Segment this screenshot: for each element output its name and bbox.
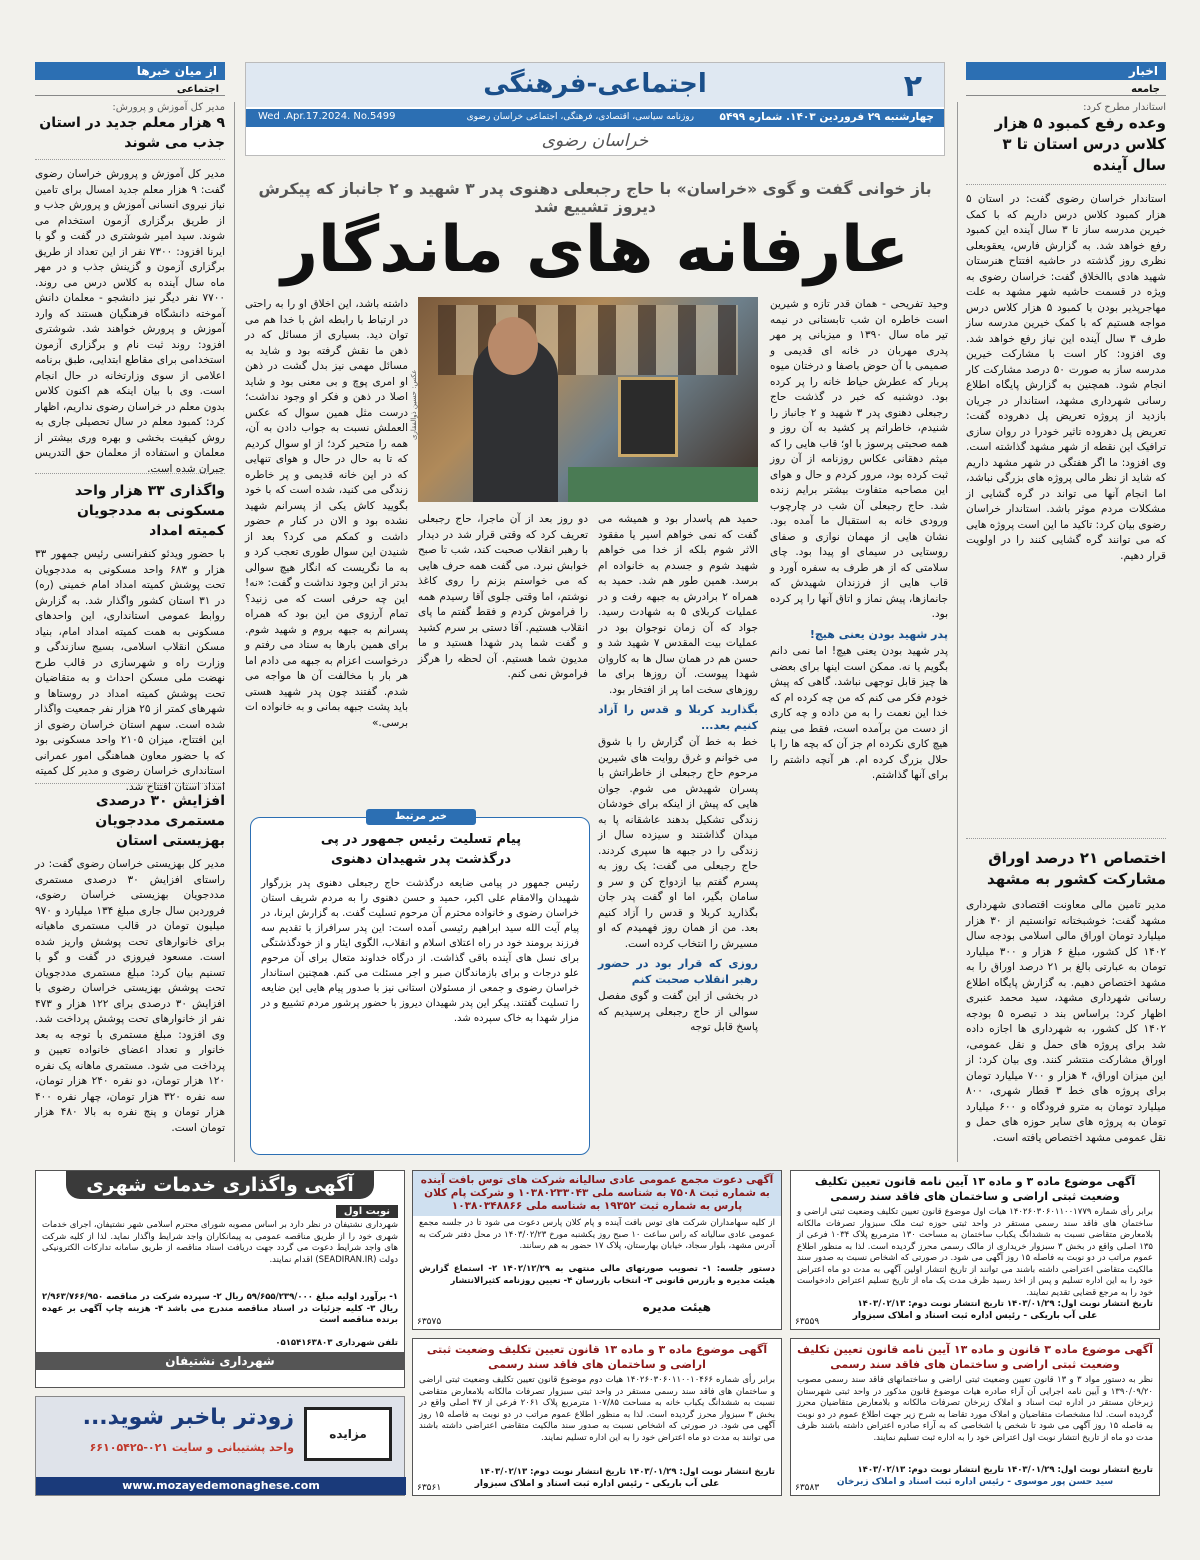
ad-title: آگهی موضوع ماده ۳ و ماده ۱۳ قانون تعیین تکلیف وضعیت ثبتی اراضی و ساختمان های فاقد سند رسمی xyxy=(426,1343,768,1371)
ad-signature: علی آب باریکی - رئیس اداره ثبت اسناد و املاک سبزوار xyxy=(474,1478,720,1489)
banner-sub: واحد پشتیبانی و سایت ۰۲۱-۶۶۱۰۵۴۲۵ xyxy=(89,1441,294,1454)
divider xyxy=(966,838,1166,840)
ad-code: ۶۳۵۸۳ xyxy=(795,1483,820,1493)
lead-text: پدر شهید بودن یعنی هیچ! اما نمی دانم بگویم یا نه. ممکن است اینها برای بعضی ها چیز قابل توجهی نباشد. گاهی که پیش خودم فکر می کنم که من چه کرده ام که خدا این نعمت را به من داده و چه کاری از دست من برآمده است، فقط می بینم هیچ کاری نکرده ام جز آن که بچه ها را با حلال بزرگ کرده ام. هر آنچه داشتم را برای آنها گذاشتم. xyxy=(770,645,948,781)
english-date: Wed .Apr.17.2024. No.5499 xyxy=(258,111,396,122)
news-body: مدیر تامین مالی معاونت اقتصادی شهرداری مشهد گفت: خوشبختانه توانستیم از ۳۰ هزار میلیارد تومان اوراق مالی اسلامی بودجه سال ۱۴۰۲ کل کشور، مبلغ ۶ هزار و ۳۰۰ میلیارد تومان به عبارتی بالغ بر ۲۱ درصد اوراق را به مشهد اختصاص دهیم. به گزارش پایگاه اطلاع رسانی شهرداری مشهد، سید محمد عنبری اظهار کرد: براساس بند د تبصره ۵ بودجه ۱۴۰۲ کل کشور، به شهرداری ها اجازه داده شد برای پروژه های حمل و نقل عمومی، اوراق مشارکت منتشر کنند. وی بیان کرد: از این میزان اوراق، ۴ هزار و ۷۰۰ میلیارد تومان برای پروژه های خط ۳ قطار شهری، ۸۰۰ میلیارد تومان به مترو فرودگاه و ۶۰۰ میلیارد تومان به پروژه های سایر حوزه های حمل و نقل عمومی مشهد اختصاص یافته است. xyxy=(966,899,1167,1144)
news-body: با حضور ویدئو کنفرانسی رئیس جمهور ۳۳ هزار و ۶۸۳ واحد مسکونی به مددجویان تحت پوشش کمیته امداد امام خمینی (ره) در ۳۱ استان کشور واگذار شد. به گزارش روابط عمومی استانداری، این واحدهای مسکونی به همت کمیته امداد امام، بنیاد مسکن انقلاب اسلامی، بسیج سازندگی و وزارت راه و شهرسازی در قالب طرح نهضت ملی مسکن احداث و به متقاضیان تحت پوشش کمیته امداد در روستاها و شهرهای کمتر از ۲۵ هزار نفر جمعیت واگذار شده است. سهم استان خراسان رضوی از این افتتاح، میزان ۲۱۰۵ واحد مسکونی بود که با حضور معاون هماهنگی امور عمرانی استانداری خراسان رضوی و مدیر کل کمیته امداد استان افتتاح شد. xyxy=(35,548,225,793)
related-news-box xyxy=(250,811,590,1155)
news-body: مدیر کل بهزیستی خراسان رضوی گفت: در راستای افزایش ۳۰ درصدی مستمری مددجویان بهزیستی خراسان رضوی، فروردین سال جاری مبلغ ۱۳۴ میلیارد و ۹۷۰ میلیون تومان در قالب مستمری ماهیانه برای خانوارهای تحت پوشش واریز شده است. مسعود فیروزی در گفت و گو با تسنیم بیان کرد: مبلغ مستمری مددجویان تحت پوشش بهزیستی خراسان رضوی با افزایش ۳۰ درصدی برای ۱۲۲ هزار و ۴۷۳ نفر از خانوارهای تحت پوشش پرداخت شد. وی افزود: مبلغ مستمری با توجه به بعد خانوار و تعداد اعضای خانواده تعیین و پرداخت می شود. مستمری ماهانه یک نفره ۱۲۰ هزار تومان، دو نفره ۲۴۰ هزار تومان، سه نفره ۳۲۰ هزار تومان، چهار نفره ۴۰۰ هزار تومان و پنج نفره به بالا ۴۸۰ هزار تومان است. xyxy=(35,858,226,1134)
column-rule xyxy=(957,102,958,1162)
right-section-label: اخبار xyxy=(966,62,1166,80)
lead-photo xyxy=(418,297,758,502)
lead-headline: عارفانه های ماندگار xyxy=(281,213,909,287)
ad-phone: تلفن شهرداری ۰۵۱۵۴۱۶۳۸۰۳ xyxy=(275,1338,398,1348)
ad-agenda: دستور جلسه: ۱- تصویب صورتهای مالی منتهی به ۱۴۰۲/۱۲/۲۹ ۲- استماع گزارش هیئت مدیره و بازرس قانونی ۳- انتخاب بازرسان ۴- تعیین روزنامه کثیرالانتشار xyxy=(419,1264,775,1286)
photo-person-head xyxy=(488,317,538,375)
lead-text: در بخشی از این گفت و گوی مفصل سوالی از حاج رجبعلی پرسیدیم که پاسخ قابل توجه xyxy=(598,990,758,1033)
ad-signature: هیئت مدیره xyxy=(642,1300,711,1314)
ad-code: ۶۳۵۷۵ xyxy=(417,1317,442,1327)
ad-assembly-invitation xyxy=(412,1170,782,1330)
page-number: ۲ xyxy=(903,69,922,104)
lead-text: حمید هم پاسدار بود و همیشه می گفت که نمی خواهم اسیر یا مفقود الاثر شوم بلکه از خدا می خواهم شهید شوم و جسدم به خانواده ام برسد. همین طور هم شد. حمید به همراه ۲ برادرش به جبهه رفت و در عملیات کربلای ۵ به شهادت رسید. جواد که آن زمان نوجوان بود در عملیات بیت المقدس ۷ شهید شد و حسن هم در همان سال ها به کاروان شهدا پیوست. آن روزها برای ما روزهای سخت اما پر از افتخار بود. xyxy=(598,513,758,696)
right-section-sub: جامعه xyxy=(966,84,1166,96)
ad-municipal-services xyxy=(35,1170,405,1388)
ad-title: آگهی دعوت مجمع عمومی عادی سالیانه شرکت های توس بافت آینده به شماره ثبت ۷۵۰۸ به شناسه ملی ۱۰۳۸۰۲۳۳۰۴۳ و شرکت پام کلان پارس به شماره ثبت ۱۹۳۵۲ به شناسه ملی ۱۰۳۸۰۳۴۸۸۶۶ xyxy=(413,1171,781,1216)
lead-text: داشته باشد، این اخلاق او را به راحتی در ارتباط با رابطه اش با خدا هم می توان دید. بسیاری از مسائل که در ذهن ما نقش گرفته بود و شاید به مسائل مهمی نیز بدل گشت در ذهن او امری پوچ و بی معنی بود و شاید اصلا در ذهن و فکر او وجود نداشت؛ درست مثل همین سوال که عکس العملش نسبت به جواب دادن به آن، همه را متحیر کرد؛ از او سوال کردیم که تا به حال در حال و هوای تنهایی که در این خانه قدیمی و پر خاطره زندگی می کنید، شده است که با خود بگویید کاش یکی از پسرانم شهید نشده بود و الان در کنار م حضور داشت و کمکم می کرد؟ بعد از شنیدن این سوال طوری تعجب کرد و به ما نگریست که انگار هیچ سوالی بدتر از این وجود نداشت و گفت: «نه! این چه حرفی است که می زنید؟ تمام آرزوی من این بود که همراه پسرانم به جبهه بروم و شهید شوم. برای همین بارها به ستاد می رفتم و درخواست اعزام به جبهه می دادم اما هر بار با مخالفت آن ها مواجه می شدم. گفتند چون پدر شهید هستی باید پشت جبهه بمانی و به خانواده ات برسی.» xyxy=(245,298,408,729)
ad-signature: سید حسن پور موسوی - رئیس اداره ثبت اسناد و املاک زبرخان xyxy=(836,1476,1114,1487)
date-line: چهارشنبه ۲۹ فروردین ۱۴۰۳. شماره ۵۴۹۹ xyxy=(719,111,934,123)
ad-body: از کلیه سهامداران شرکت های توس بافت آینده و پام کلان پارس دعوت می شود تا در جلسه مجمع عمومی عادی سالیانه که راس ساعت ۱۰ صبح روز یکشنبه مورخ ۱۴۰۳/۰۲/۲۳ در محل دفتر شرکت به آدرس مشهد، بلوار سجاد، خیابان بهارستان، پلاک ۱۷ حضور به هم رسانند. xyxy=(419,1218,775,1251)
ad-body: برابر رأی شماره ۱۴۰۲۶۰۳۰۶۰۱۱۰۰۱۰۴۶۶ هیات دوم موضوع قانون تعیین تکلیف وضعیت ثبتی اراضی و ساختمان های فاقد سند رسمی مستقر در واحد ثبتی سبزوار تصرفات مالکانه بلامعارض متقاضی نسبت به ششدانگ یکباب خانه به مساحت ۱۰۷/۸۵ مترمربع پلاک ۲۰۶۱ فرعی از ۴۷ اصلی واقع در بخش ۳ سبزوار محرز گردیده است. لذا به منظور اطلاع عموم مراتب در دو نوبت به فاصله ۱۵ روز آگهی می شود. در صورتی که اشخاص نسبت به صدور سند مالکیت متقاضی اعتراضی داشته باشند می توانند به مدت دو ماه اعتراض خود را به این اداره تسلیم نمایند. xyxy=(419,1375,776,1443)
news-body: استاندار خراسان رضوی گفت: در استان ۵ هزار کمبود کلاس درس داریم که با کمک خیرین مدرسه ساز تا ۳ سال آینده این کمبود رفع خواهد شد. به گزارش فارس، یعقوبعلی نظری روز گذشته در حاشیه افتتاح هنرستان شهید هادی باالخلاق گفت: خراسان رضوی به ویژه در قسمت حاشیه شهر مشهد به علت مهاجرپذیر بودن با کمبود ۵ هزار کلاس درس مواجه هستیم که با کمک خیرین مدرسه ساز طرف ۳ سال آینده این نیاز رفع خواهد شد. وی افزود: کار است با مشارکت خیرین مدرسه ساز به صورت ۵۰ درصد مشارکت کار انجام شود. همچنین به گزارش پایگاه اطلاع رسانی شهرداری مشهد، استاندار در جریان بازدید از پروژه تعریض پل دهروده گفت: تعریض پل دهروده تاثیر خودرا در روان سازی ترافیک این نقطه از شهر مشهد گذاشته است. وی افزود: ما اگر هفتگی در شهر مشهد داریم که شاید از نظر مالی پروژه های بزرگی نباشد، اما انجام آنها می تواند در گره گشایی از مشکلات مردم موثر باشد. استاندار خراسان رضوی بیان کرد: تاکید ما این است پروژه هایی که می توانند گره گشایی کنند را در اولویت قرار دهیم. xyxy=(966,193,1167,562)
news-headline: افزایش ۳۰ درصدی مستمری مددجویان بهزیستی استان xyxy=(95,793,225,849)
photo-portrait xyxy=(618,377,678,457)
banner-slogan: زودتر باخبر شوید... xyxy=(82,1405,294,1430)
left-section-sub: اجتماعی xyxy=(35,84,225,96)
news-headline: ۹ هزار معلم جدید در استان جذب می شوند xyxy=(39,115,225,151)
related-news-title: پیام تسلیت رئیس جمهور در پی درگذشت پدر شهیدان دهنوی xyxy=(320,832,522,867)
lead-text: دو روز بعد از آن ماجرا، حاج رجبعلی تعریف کرد که وقتی قرار شد در دیدار با رهبر انقلاب صحبت کند، شب تا صبح خوابش نبرد. می گفت همه حرف هایی که می خواستم بزنم را روی کاغذ نوشتم، اما وقتی جلوی آقا رسیدم همه را فراموش کردم و فقط گفتم ما پای انقلاب هستیم. آقا دستی بر سرم کشید و گفت شما پدر شهدا هستید و ما مدیون شما هستیم. آن لحظه را هرگز فراموش نمی کنم. xyxy=(418,513,588,680)
ad-code: ۶۳۶۱۷ xyxy=(40,1375,65,1385)
news-headline: وعده رفع کمبود ۵ هزار کلاس درس استان تا ۳ سال آینده xyxy=(994,114,1166,174)
related-news-body: رئیس جمهور در پیامی ضایعه درگذشت حاج رجبعلی دهنوی پدر بزرگوار شهیدان والامقام علی اکبر، حمید و حسن دهنوی را به مردم شریف استان خراسان رضوی و خانواده محترم آن مرحوم تسلیت گفت. به گزارش ایرنا، در پیام آیت الله سید ابراهیم رئیسی آمده است: این پدر سرافراز با تقدیم سه فرزند برومند خود در راه اعتلای اسلام و انقلاب، الگوی ایثار و از خودگذشتگی برای نسل های آینده باقی گذاشت. از درگاه خداوند متعال برای آن مرحوم علو درجات و برای بازماندگان صبر و اجر مسئلت می کنم. همچنین استاندار خراسان رضوی و جمعی از مسئولان استانی نیز با صدور پیام هایی این ضایعه را تسلیت گفتند. پیکر این پدر شهیدان دیروز با حضور پرشور مردم تشییع و در مزار شهدا به خاک سپرده شد. xyxy=(261,878,579,1024)
newspaper-logo: خراسان رضوی xyxy=(541,131,649,151)
ad-title: آگهی موضوع ماده ۳ قانون و ماده ۱۳ آیین نامه قانون تعیین تکلیف وضعیت ثبتی اراضی و ساختمان های فاقد سند رسمی xyxy=(797,1343,1153,1371)
ad-registry-notice-3 xyxy=(790,1338,1160,1496)
ad-code: ۶۳۵۵۹ xyxy=(795,1317,820,1327)
news-body: مدیر کل آموزش و پرورش خراسان رضوی گفت: ۹ هزار معلم جدید امسال برای تامین نیاز نیروی انسانی آموزش و پرورش جذب و از طریق برگزاری آزمون استخدام می شوند. سید امیر شوشتری در گفت و گو با ایرنا افزود: ۷۳۰۰ نفر از این تعداد از طریق برگزاری آزمون و گزینش جذب و در مهر ماه سال آینده به کلاس درس می روند. ۷۷۰۰ نفر دیگر نیز دانشجو - معلمان دانش آموخته دانشگاه فرهنگیان هستند که وارد آموزش و پرورش خواهند شد. شوشتری افزود: روند ثبت نام و برگزاری آزمون استخدامی برای مقاطع ابتدایی، طبق برنامه اعلامی از سوی وزارتخانه در حال انجام است. وی با بیان اینکه هم اکنون کلاس بدون معلم در خراسان رضوی نداریم، اظهار کرد: کمبود معلم در سال تحصیلی جاری به روش کیفیت بخشی و بهره وری بیشتر از معلمان و استفاده از معلمان حق التدریس جبران شده است. xyxy=(35,168,226,475)
ad-registry-notice-2 xyxy=(412,1338,782,1496)
divider xyxy=(966,184,1166,186)
left-section-label: از میان خبرها xyxy=(35,62,225,80)
ad-dates: تاریخ انتشار نوبت اول: ۱۴۰۳/۰۱/۲۹ تاریخ انتشار نوبت دوم: ۱۴۰۳/۰۲/۱۳ xyxy=(857,1465,1153,1475)
lead-column-4 xyxy=(245,297,408,804)
ad-body: شهرداری نشتیفان در نظر دارد بر اساس مصوبه شورای محترم اسلامی شهر نشتیفان، اجرای خدمات شهری خود را از طریق مناقصه عمومی به پیمانکاران واجد شرایط واگذار نماید. لذا از کلیه شرکت های واجد شرایط دعوت می گردد جهت دریافت اسناد مناقصه از طریق سامانه تدارکات الکترونیکی دولت (SEADIRAN.IR) اقدام نمایند. xyxy=(42,1220,398,1265)
lead-text: خط به خط آن گزارش را با شوق می خوانم و غرق روایت های شیرین مرحوم حاج رجبعلی از خاطراتش با پسران شهیدش می شوم. جوان هایی که پیش از اینکه برای خودشان زندگی تشکیل بدهند عاشقانه پا به میدان گذاشتند و سیزده سال از زندگی را در جبهه ها سپری کردند. حاج رجبعلی می گفت: یک روز به پسرم گفتم بیا ازدواج کن و سر و سامان بگیر، اما او گفت پدر جان بگذارید کربلا و قدس را آزاد کنیم بعد. من از همان روز فهمیدم که او مسیرش را انتخاب کرده است. xyxy=(598,736,758,950)
ad-badge: نوبت اول xyxy=(336,1205,398,1218)
banner-logo: مزایده xyxy=(304,1407,392,1461)
related-news-label: خبر مرتبط xyxy=(366,809,476,825)
lead-column-2 xyxy=(598,512,758,1155)
ad-banner xyxy=(35,1396,405,1496)
photo-table xyxy=(568,467,758,502)
news-kicker: استاندار مطرح کرد: xyxy=(1083,102,1166,113)
column-rule xyxy=(234,102,235,1162)
ad-dates: تاریخ انتشار نوبت اول: ۱۴۰۳/۰۱/۲۹ تاریخ انتشار نوبت دوم: ۱۴۰۳/۰۲/۱۳ xyxy=(857,1299,1153,1309)
ad-signature: شهرداری نشتیفان xyxy=(36,1352,404,1370)
lead-column-3 xyxy=(418,512,588,804)
ad-title: آگهی موضوع ماده ۳ و ماده ۱۳ آیین نامه قانون تعیین تکلیف وضعیت ثبتی اراضی و ساختمان های فاقد سند رسمی xyxy=(814,1175,1136,1203)
ad-code: ۶۳۵۶۱ xyxy=(417,1483,442,1493)
ad-body: نظر به دستور مواد ۳ و ۱۳ قانون تعیین وضعیت ثبتی اراضی و ساختمانهای فاقد سند رسمی مصوب ۱۳۹۰/۰۹/۲۰ و آیین نامه اجرایی آن آراء صادره هیات موضوع قانون مذکور در واحد ثبتی شهرستان زبرخان مستقر در اداره ثبت اسناد و املاک زبرخان تصرفات مالکانه و بلامعارض متقاضیان محرز گردیده است. لذا مشخصات متقاضیان و املاک مورد تقاضا به شرح زیر جهت اطلاع عموم در دو نوبت به فاصله ۱۵ روز آگهی می شود تا شخص یا اشخاصی که به آراء صادره اعتراض داشته باشند ظرف مدت دو ماه از تاریخ انتشار نوبت اول اعتراض خود را به اداره ثبت تسلیم نمایند. xyxy=(797,1375,1153,1443)
banner-url[interactable]: www.mozayedemonaghese.com xyxy=(36,1477,406,1495)
page-header xyxy=(245,62,945,156)
tagline: روزنامه سیاسی، اقتصادی، فرهنگی، اجتماعی خراسان رضوی xyxy=(466,112,694,122)
right-news-column xyxy=(966,102,1166,1162)
ad-items: ۱- برآورد اولیه مبلغ ۵۹/۶۵۵/۲۳۹/۰۰۰ ریال ۲- سپرده شرکت در مناقصه ۲/۹۶۳/۷۶۶/۹۵۰ ریال ۳- کلیه جزئیات در اسناد مناقصه مندرج می باشد ۴- هزینه چاپ آگهی بر عهده برنده مناقصه است xyxy=(42,1292,398,1325)
section-title: اجتماعی-فرهنگی xyxy=(483,69,707,99)
news-kicker: مدیر کل آموزش و پرورش: xyxy=(112,102,225,113)
lead-subhead: بگذارید کربلا و قدس را آزاد کنیم بعد... xyxy=(598,703,758,732)
news-headline: واگذاری ۳۳ هزار واحد مسکونی به مددجویان کمیته امداد xyxy=(74,483,225,539)
news-headline: اختصاص ۲۱ درصد اوراق مشارکت کشور به مشهد xyxy=(987,849,1166,888)
lead-column-1 xyxy=(770,297,948,1155)
ad-title: آگهی واگذاری خدمات شهری xyxy=(66,1171,374,1199)
lead-subhead: پدر شهید بودن یعنی هیچ! xyxy=(809,627,948,641)
lead-text: وحید تفریحی - همان قدر تازه و شیرین است خاطره ان شب تابستانی در نیمه تیر ماه سال ۱۳۹۰ و میزبانی پر مهر پدری مهربان در خانه ای قدیمی و صمیمی با آن حوض باصفا و درختان میوه پربار که عطرش حیاط خانه را پر کرده بود. دوشنبه که خبر در گذشت حاج رجبعلی دهنوی پدر ۳ شهید و ۲ جانباز را شنیدم، خاطراتم پر کشید به آن روز و همه صحبتی پرسوز با او؛ قاب هایی را که میثم دهقانی عکاس روزنامه از آن روز ثبت کرده بود، مرور کردم و حال و هوای این مصاحبه متفاوت بیشتر برایم زنده شد. حاج رجبعلی آن شب در چارچوب ورودی خانه به استقبال ما آمده بود. نشان هایی از مهمان نوازی و صفای روستایی در سیمای او پیدا بود. چای سلامتی که از هر طرف به سفره آورد و قاب هایی از فرزندان شهیدش که جانمازها، پیش نماز و اتاق آنها را پر کرده بود. xyxy=(770,298,948,620)
photo-caption: عکس: حسین ذوالفقاری xyxy=(410,369,418,440)
ad-signature: علی آب باریکی - رئیس اداره ثبت اسناد و املاک سبزوار xyxy=(852,1310,1098,1321)
ad-body: برابر رأی شماره ۱۴۰۲۶۰۳۰۶۰۱۱۰۰۱۷۷۹ هیات اول موضوع قانون تعیین تکلیف وضعیت ثبتی اراضی و ساختمان های فاقد سند رسمی مستقر در واحد ثبتی حوزه ثبت ملک سبزوار تصرفات مالکانه بلامعارض متقاضی نسبت به ششدانگ یکباب ساختمان به مساحت ۱۳۰ مترمربع پلاک ۱۰۳۴ فرعی از ۱۳۵ اصلی واقع در بخش ۳ سبزوار خریداری از مالک رسمی محرز گردیده است. لذا به منظور اطلاع عموم مراتب در دو نوبت به فاصله ۱۵ روز آگهی می شود. در صورتی که اشخاص نسبت به صدور سند مالکیت متقاضی اعتراضی داشته باشند می توانند از تاریخ انتشار اولین آگهی به مدت دو ماه اعتراض خود را به این اداره تسلیم و پس از اخذ رسید ظرف مدت یک ماه از تاریخ تسلیم اعتراض دادخواست خود را به مرجع قضایی تقدیم نمایند. xyxy=(797,1207,1154,1298)
ad-dates: تاریخ انتشار نوبت اول: ۱۴۰۳/۰۱/۲۹ تاریخ انتشار نوبت دوم: ۱۴۰۳/۰۲/۱۳ xyxy=(479,1467,775,1477)
divider xyxy=(35,159,225,161)
lead-kicker: باز خوانی گفت و گوی «خراسان» با حاج رجبعلی دهنوی پدر ۳ شهید و ۲ جانباز که پیکرش دیروز تشییع شد xyxy=(258,180,932,216)
lead-subhead: روزی که قرار بود در حضور رهبر انقلاب صحبت کنم xyxy=(598,957,758,986)
left-news-column xyxy=(35,102,225,1162)
ad-registry-notice xyxy=(790,1170,1160,1330)
